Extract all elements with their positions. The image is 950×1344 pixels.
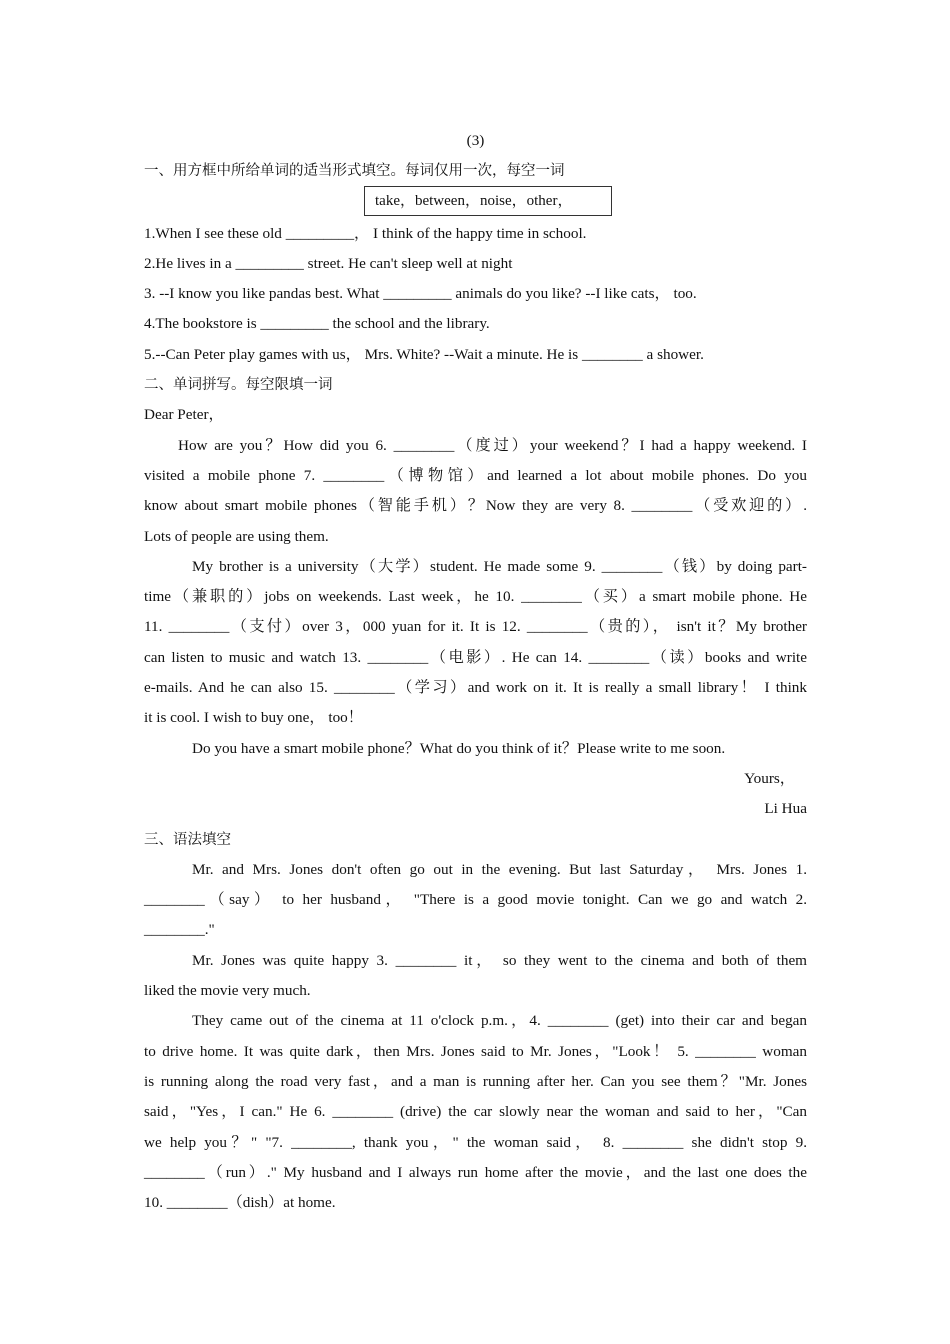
passage-line: ________." <box>144 921 215 939</box>
passage-line: is running along the road very fast，and a man is running after her. Can you see them？"Mr. Jones <box>144 1072 807 1090</box>
page-title: (3) <box>466 132 485 149</box>
section1-item: 4.The bookstore is _________ the school and the library. <box>144 315 490 333</box>
letter-line: How are you？How did you 6. ________（度过）your weekend？I had a happy weekend. I <box>178 436 807 454</box>
word-box: take，between，noise，other， <box>364 186 612 216</box>
letter-signature: Li Hua <box>764 800 807 818</box>
section1-item: 2.He lives in a _________ street. He can't sleep well at night <box>144 254 513 272</box>
letter-line: My brother is a university（大学）student. He made some 9. ________（钱）by doing part- <box>192 557 807 575</box>
section2-heading: 二、单词拼写。每空限填一词 <box>144 377 333 394</box>
section1-item: 3. --I know you like pandas best. What _________ animals do you like? --I like cats， too. <box>144 285 697 303</box>
letter-line: Lots of people are using them. <box>144 527 329 545</box>
section3-heading: 三、语法填空 <box>144 831 231 848</box>
letter-line: visited a mobile phone 7. ________（博物馆）and learned a lot about mobile phones. Do you <box>144 466 807 484</box>
passage-line: They came out of the cinema at 11 o'clock p.m.，4. ________ (get) into their car and began <box>192 1012 807 1030</box>
letter-line: Do you have a smart mobile phone？What do you think of it？Please write to me soon. <box>192 739 726 757</box>
passage-line: Mr. and Mrs. Jones don't often go out in the evening. But last Saturday， Mrs. Jones 1. <box>192 860 807 878</box>
passage-line: to drive home. It was quite dark，then Mrs. Jones said to Mr. Jones，"Look！ 5. ________ woman <box>144 1042 807 1060</box>
passage-line: said，"Yes，I can." He 6. ________ (drive) the car slowly near the woman and said to her，"Can <box>144 1103 807 1121</box>
worksheet-page <box>144 126 807 1218</box>
letter-line: know about smart mobile phones（智能手机）？Now they are very 8. ________（受欢迎的）. <box>144 497 807 515</box>
letter-line: 11. ________（支付）over 3，000 yuan for it. It is 12. ________（贵的）， isn't it？My brother <box>144 618 807 636</box>
passage-line: ________（run）." My husband and I always run home after the movie，and the last one does the <box>144 1163 807 1181</box>
letter-line: time（兼职的）jobs on weekends. Last week，he 10. ________（买）a smart mobile phone. He <box>144 588 807 606</box>
passage-line: liked the movie very much. <box>144 982 311 1000</box>
letter-line: can listen to music and watch 13. ________（电影）. He can 14. ________（读）books and write <box>144 648 807 666</box>
section1-item: 1.When I see these old _________， I think of the happy time in school. <box>144 224 587 242</box>
letter-greeting: Dear Peter， <box>144 406 224 424</box>
passage-line: Mr. Jones was quite happy 3. ________ it， so they went to the cinema and both of them <box>192 951 807 969</box>
passage-line: 10. ________（dish）at home. <box>144 1194 336 1212</box>
section1-heading: 一、用方框中所给单词的适当形式填空。每词仅用一次，每空一词 <box>144 163 565 180</box>
letter-line: it is cool. I wish to buy one， too！ <box>144 709 363 727</box>
word-box-row <box>144 187 807 219</box>
passage-line: we help you？" "7. ________, thank you，" the woman said， 8. ________ she didn't stop 9. <box>144 1133 807 1151</box>
passage-line: ________（say） to her husband， "There is a good movie tonight. Can we go and watch 2. <box>144 891 807 909</box>
letter-line: e-mails. And he can also 15. ________（学习）and work on it. It is really a small library！ I think <box>144 679 807 697</box>
letter-closing: Yours， <box>744 769 795 787</box>
section1-item: 5.--Can Peter play games with us， Mrs. White? --Wait a minute. He is ________ a shower. <box>144 345 704 363</box>
